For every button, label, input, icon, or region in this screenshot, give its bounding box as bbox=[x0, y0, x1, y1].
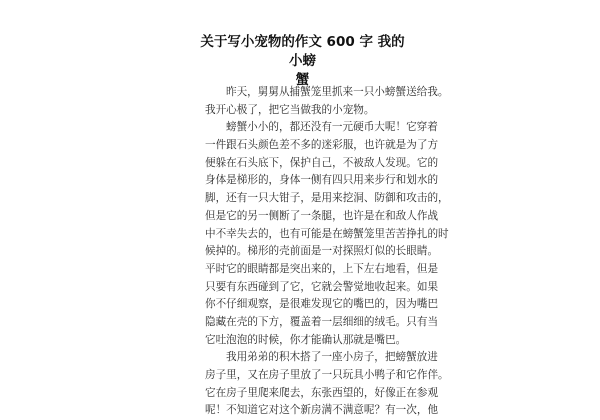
text-line: 平时它的眼睛都是突出来的，上下左右地看，但是 bbox=[205, 262, 439, 275]
text-line: 脚，还有一只大钳子，是用来挖洞、防御和攻击的， bbox=[205, 192, 449, 205]
text-line: 隐藏在壳的下方，覆盖着一层细细的绒毛。只有当 bbox=[205, 315, 439, 328]
text-line: 但是它的另一侧断了一条腿，也许是在和敌人作战 bbox=[205, 209, 439, 222]
text-line: 只要有东西碰到了它，它就会警觉地收起来。如果 bbox=[205, 280, 439, 293]
text-line: 它在房子里爬来爬去，东张西望的，好像正在参观 bbox=[205, 386, 439, 399]
text-line: 我用弟弟的积木搭了一座小房子，把螃蟹放进 bbox=[226, 351, 438, 364]
text-line: 螃蟹小小的，都还没有一元硬币大呢！它穿着 bbox=[226, 121, 438, 134]
document-title bbox=[195, 33, 410, 90]
text-line: 一件跟石头颜色差不多的迷彩服，也许就是为了方 bbox=[205, 139, 439, 152]
text-line: 呢！不知道它对这个新房满不满意呢？有一次，他 bbox=[205, 404, 439, 417]
text-line: 你不仔细观察，是很难发现它的嘴巴的，因为嘴巴 bbox=[205, 298, 439, 311]
text-line: 它吐泡泡的时候，你才能确认那就是嘴巴。 bbox=[205, 333, 407, 346]
text-line: 昨天，舅舅从捕蟹笼里抓来一只小螃蟹送给我。 bbox=[226, 86, 449, 98]
text-line: 我开心极了，把它当做我的小宠物。 bbox=[205, 103, 375, 116]
text-line: 房子里，又在房子里放了一只玩具小鸭子和它作伴。 bbox=[205, 369, 449, 381]
text-line: 身体是梯形的，身体一侧有四只用来步行和划水的 bbox=[205, 174, 439, 187]
text-line: 候掉的。梯形的壳前面是一对探照灯似的长眼睛。 bbox=[205, 245, 439, 258]
essay-body bbox=[205, 84, 449, 420]
text-line: 中不幸失去的，也有可能是在螃蟹笼里苦苦挣扎的时 bbox=[205, 227, 449, 240]
title-line-2: 蟹 bbox=[295, 72, 310, 88]
text-line: 便躲在石头底下，保护自己，不被敌人发现。它的 bbox=[205, 156, 439, 169]
title-line-1: 关于写小宠物的作文 600 字 我的小螃 bbox=[200, 34, 405, 69]
